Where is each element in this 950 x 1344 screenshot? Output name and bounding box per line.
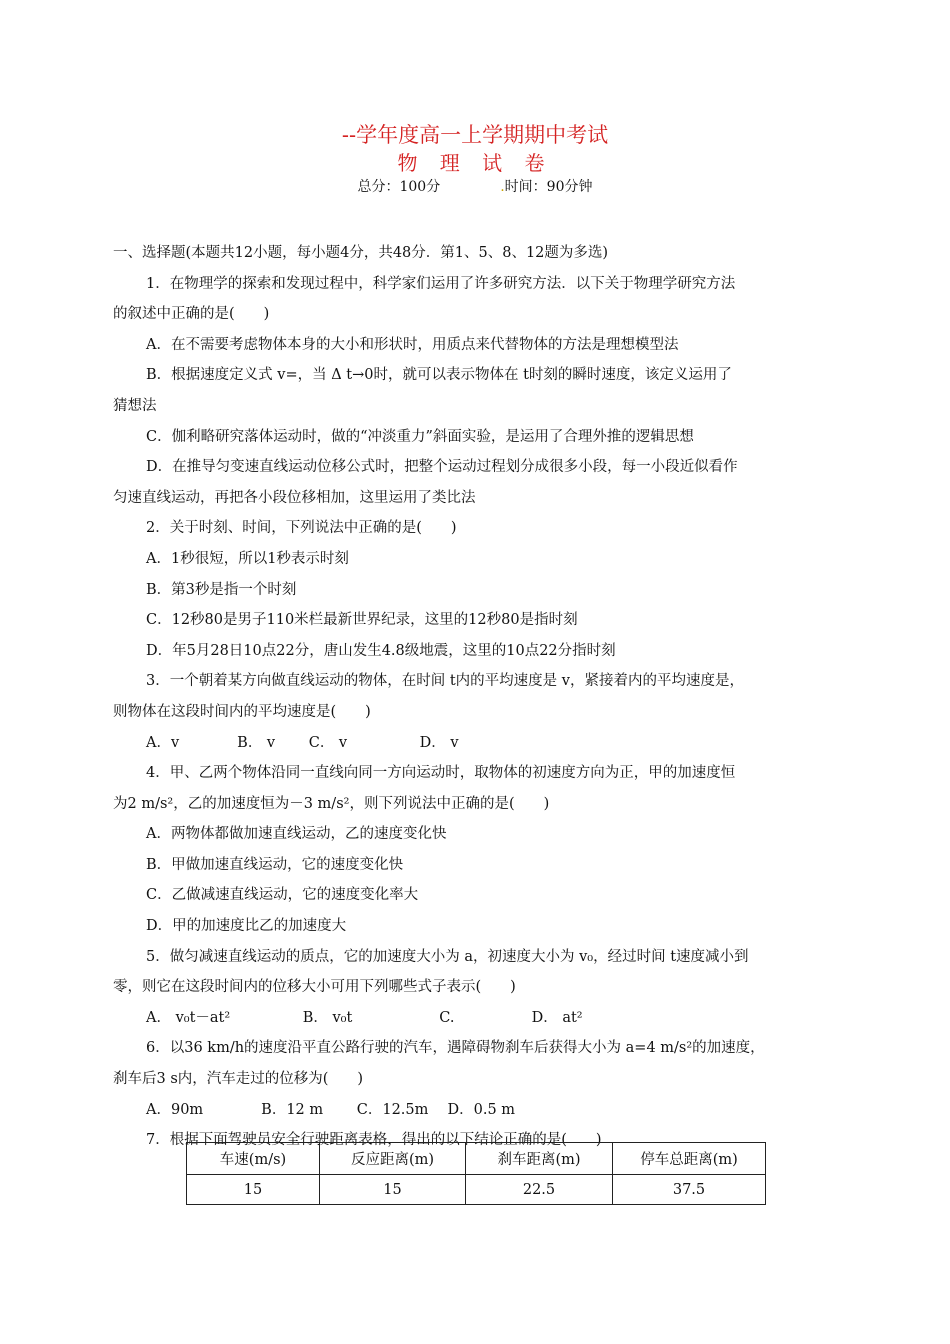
table-header-cell: 停车总距离(m) <box>613 1143 766 1175</box>
text-line: 的叙述中正确的是( ) <box>113 306 270 323</box>
subject-title: 物 理 试 卷 <box>397 151 553 175</box>
stray-dot: . <box>500 179 505 195</box>
text-line: C．伽利略研究落体运动时，做的“冲淡重力”斜面实验，是运用了合理外推的逻辑思想 <box>146 428 694 445</box>
text-line: 3．一个朝着某方向做直线运动的物体，在时间 t内的平均速度是 v，紧接着内的平均速度是， <box>146 673 744 690</box>
table-cell: 15 <box>187 1175 320 1205</box>
text-line: C．12秒80是男子110米栏最新世界纪录，这里的12秒80是指时刻 <box>146 612 578 629</box>
text-line: 4．甲、乙两个物体沿同一直线向同一方向运动时，取物体的初速度方向为正，甲的加速度恒 <box>146 765 736 782</box>
question-body <box>113 238 843 1156</box>
text-line: C．乙做减速直线运动，它的速度变化率大 <box>146 887 419 904</box>
table-header-cell: 刹车距离(m) <box>466 1143 613 1175</box>
text-line: D．甲的加速度比乙的加速度大 <box>146 918 347 935</box>
text-line: 5．做匀减速直线运动的质点，它的加速度大小为 a，初速度大小为 v₀，经过时间 t速度减小到 <box>146 948 749 965</box>
table-cell: 22.5 <box>466 1175 613 1205</box>
table-cell: 37.5 <box>613 1175 766 1205</box>
text-line: A．两物体都做加速直线运动，乙的速度变化快 <box>146 826 447 843</box>
table-header-row <box>187 1143 766 1175</box>
safety-distance-table <box>186 1142 766 1205</box>
text-line: 6．以36 km/h的速度沿平直公路行驶的汽车，遇障碍物刹车后获得大小为 a=4 m/s²的加速度， <box>146 1040 765 1057</box>
text-line: 猜想法 <box>113 397 157 414</box>
exam-title: --学年度高一上学期期中考试 <box>341 123 609 147</box>
exam-meta <box>0 177 950 197</box>
text-line: A．90m B．12 m C．12.5m D．0.5 m <box>146 1101 516 1118</box>
total-score: 总分：100分 <box>357 179 441 195</box>
text-line: 则物体在这段时间内的平均速度是( ) <box>113 703 371 720</box>
text-line: 为2 m/s²，乙的加速度恒为－3 m/s²，则下列说法中正确的是( ) <box>113 795 550 812</box>
text-line: B．第3秒是指一个时刻 <box>146 581 297 598</box>
text-line: 一、选择题(本题共12小题，每小题4分，共48分．第1、5、8、12题为多选) <box>113 245 609 261</box>
text-line: 匀速直线运动，再把各小段位移相加，这里运用了类比法 <box>113 489 476 506</box>
table-row <box>187 1175 766 1205</box>
text-line: 2．关于时刻、时间，下列说法中正确的是( ) <box>146 520 457 537</box>
text-line: A．1秒很短，所以1秒表示时刻 <box>146 550 349 567</box>
text-line: D．在推导匀变速直线运动位移公式时，把整个运动过程划分成很多小段，每一小段近似看作 <box>146 459 738 476</box>
text-line: 1．在物理学的探索和发现过程中，科学家们运用了许多研究方法．以下关于物理学研究方法 <box>146 275 736 292</box>
table-cell: 15 <box>320 1175 466 1205</box>
exam-time: 时间：90分钟 <box>504 179 593 195</box>
table-header-cell: 反应距离(m) <box>320 1143 466 1175</box>
text-line: 刹车后3 s内，汽车走过的位移为( ) <box>113 1071 364 1088</box>
text-line: A．v B． v C． v D． v <box>146 734 459 751</box>
text-line: A．在不需要考虑物体本身的大小和形状时，用质点来代替物体的方法是理想模型法 <box>146 336 679 353</box>
text-line: B．甲做加速直线运动，它的速度变化快 <box>146 856 404 873</box>
table-header-cell: 车速(m/s) <box>187 1143 320 1175</box>
text-line: B．根据速度定义式 v=，当 Δ t→0时，就可以表示物体在 t时刻的瞬时速度，该定义运用了 <box>146 367 732 384</box>
text-line: 7．根据下面驾驶员安全行驶距离表格，得出的以下结论正确的是( ) <box>146 1132 602 1149</box>
text-line: A． v₀t－at² B． v₀t C. D． at² <box>146 1009 583 1026</box>
text-line: D．年5月28日10点22分，唐山发生4.8级地震，这里的10点22分指时刻 <box>146 642 616 659</box>
text-line: 零，则它在这段时间内的位移大小可用下列哪些式子表示( ) <box>113 979 516 996</box>
